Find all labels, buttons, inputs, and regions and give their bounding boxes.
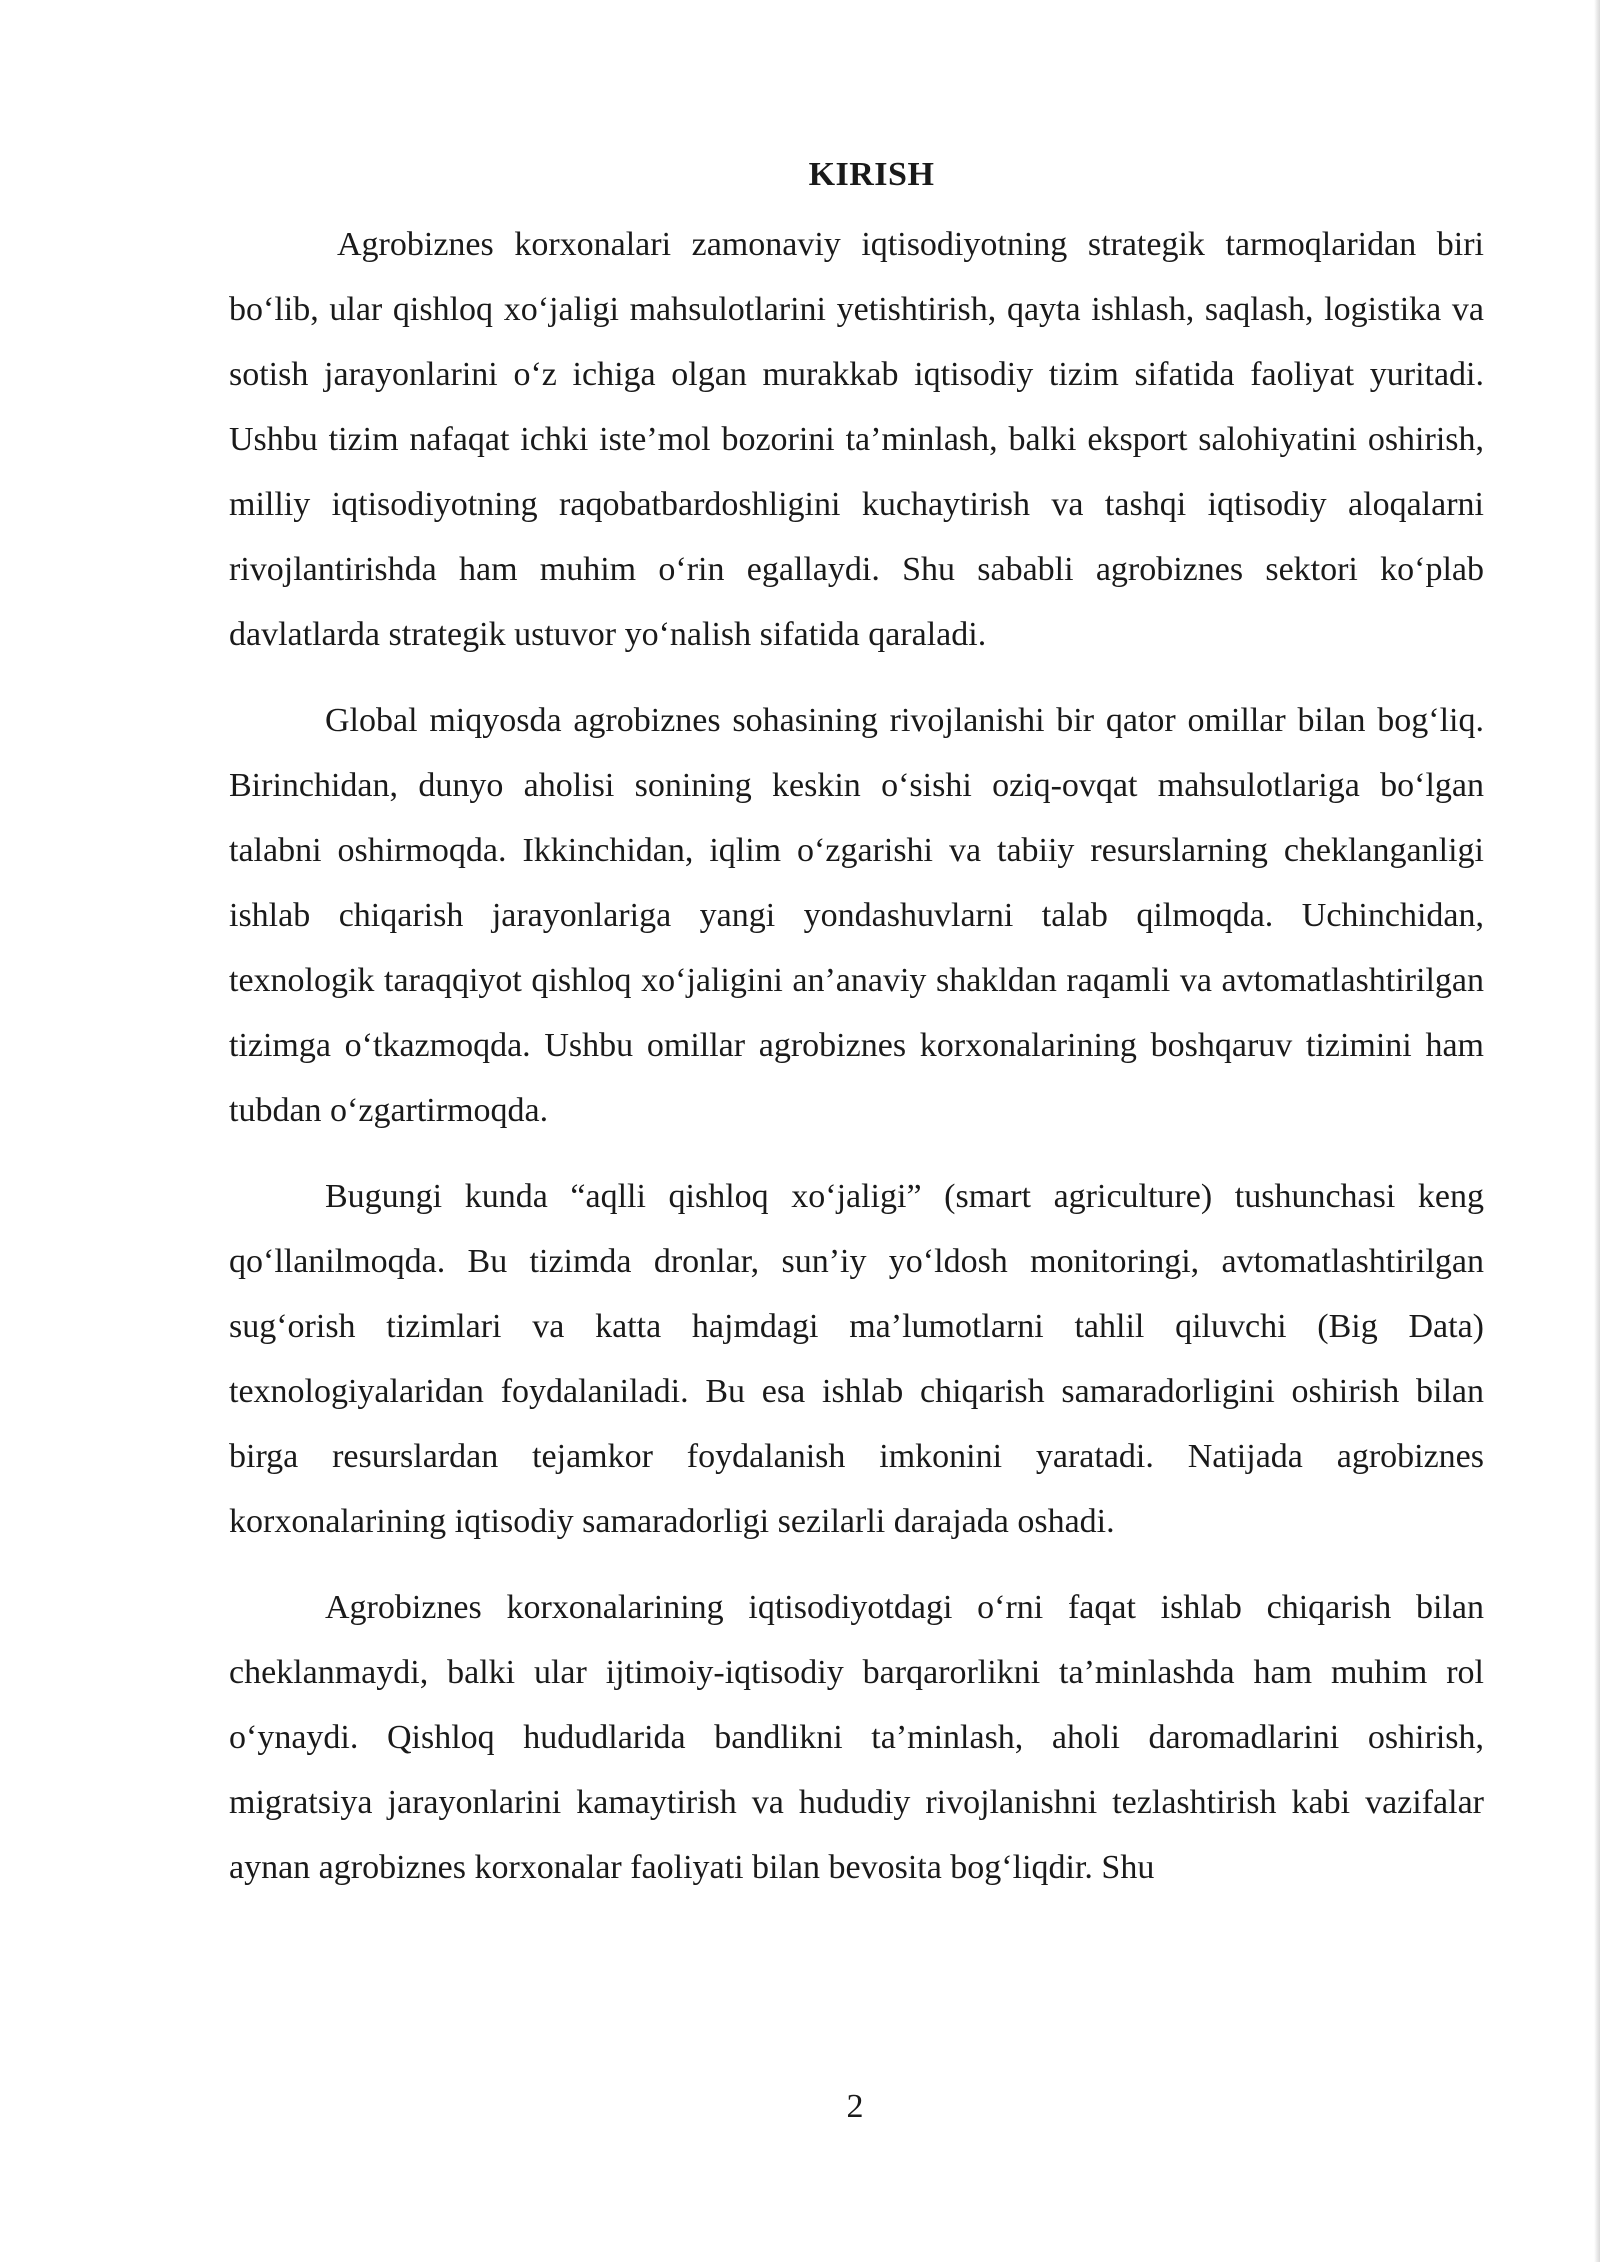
paragraph-4: Agrobiznes korxonalarining iqtisodiyotdagi o‘rni faqat ishlab chiqarish bilan cheklanmaydi, balki ular ijtimoiy-iqtisodiy barqarorlikni ta’minlashda ham muhim rol o‘ynaydi. Qishloq hududlarida bandlikni ta’minlash, aholi daromadlarini oshirish, migratsiya jarayonlarini kamaytirish va hududiy rivojlanishni tezlashtirish kabi vazifalar aynan agrobiznes korxonalar faoliyati bilan bevosita bog‘liqdir. Shu xyxy=(229,1589,1484,1886)
section-heading: KIRISH xyxy=(808,156,935,193)
paragraph-3: Bugungi kunda “aqlli qishloq xo‘jaligi” (smart agriculture) tushunchasi keng qo‘llanilmoqda. Bu tizimda dronlar, sun’iy yo‘ldosh monitoringi, avtomatlashtirilgan sug‘orish tizimlari va katta hajmdagi ma’lumotlarni tahlil qiluvchi (Big Data) texnologiyalaridan foydalaniladi. Bu esa ishlab chiqarish samaradorligini oshirish bilan birga resurslardan tejamkor foydalanish imkonini yaratadi. Natijada agrobiznes korxonalarining iqtisodiy samaradorligi sezilarli darajada oshadi. xyxy=(229,1178,1484,1540)
paragraph-2: Global miqyosda agrobiznes sohasining rivojlanishi bir qator omillar bilan bog‘liq. Birinchidan, dunyo aholisi sonining keskin o‘sishi oziq-ovqat mahsulotlariga bo‘lgan talabni oshirmoqda. Ikkinchidan, iqlim o‘zgarishi va tabiiy resurslarning cheklanganligi ishlab chiqarish jarayonlariga yangi yondashuvlarni talab qilmoqda. Uchinchidan, texnologik taraqqiyot qishloq xo‘jaligini an’anaviy shakldan raqamli va avtomatlashtirilgan tizimga o‘tkazmoqda. Ushbu omillar agrobiznes korxonalarining boshqaruv tizimini ham tubdan o‘zgartirmoqda. xyxy=(229,702,1484,1129)
paragraph-1: Agrobiznes korxonalari zamonaviy iqtisodiyotning strategik tarmoqlaridan biri bo‘lib, ular qishloq xo‘jaligi mahsulotlarini yetishtirish, qayta ishlash, saqlash, logistika va sotish jarayonlarini o‘z ichiga olgan murakkab iqtisodiy tizim sifatida faoliyat yuritadi. Ushbu tizim nafaqat ichki iste’mol bozorini ta’minlash, balki eksport salohiyatini oshirish, milliy iqtisodiyotning raqobatbardoshligini kuchaytirish va tashqi iqtisodiy aloqalarni rivojlantirishda ham muhim o‘rin egallaydi. Shu sababli agrobiznes sektori ko‘plab davlatlarda strategik ustuvor yo‘nalish sifatida qaraladi. xyxy=(229,226,1484,653)
page-content xyxy=(229,150,1484,1921)
page-number: 2 xyxy=(846,2088,864,2125)
page-edge-shadow xyxy=(1594,0,1600,2262)
